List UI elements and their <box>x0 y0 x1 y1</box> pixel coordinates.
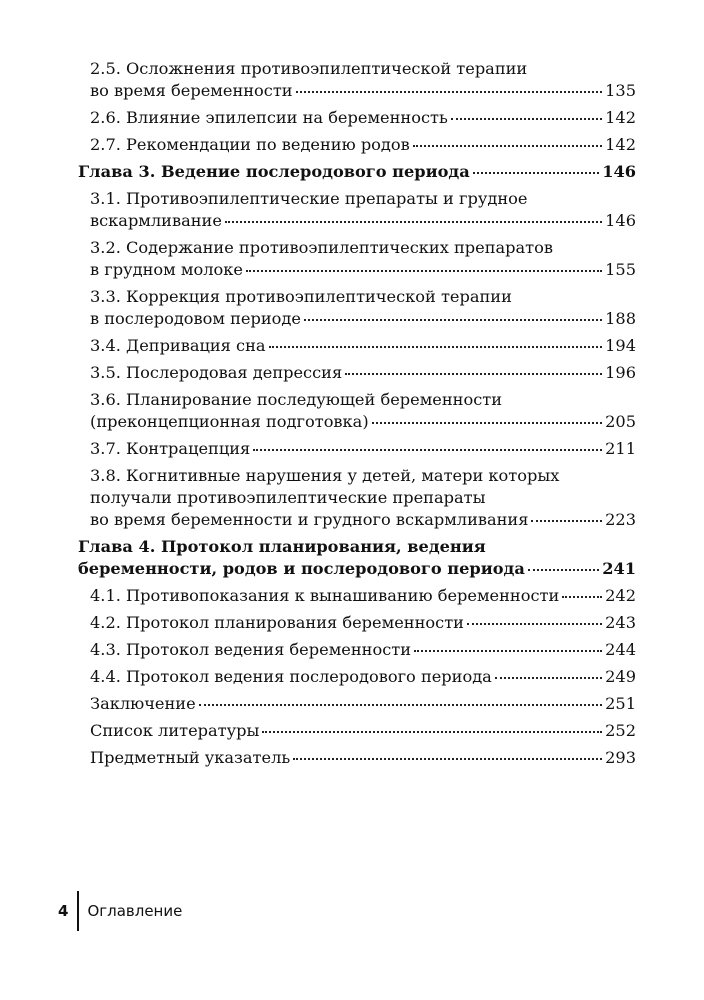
toc-entry <box>78 639 636 661</box>
toc-chapter-entry <box>78 536 636 580</box>
dot-leader <box>528 565 599 571</box>
toc-page-number: 155 <box>605 260 636 279</box>
toc-entry <box>78 465 636 531</box>
toc-page-number: 251 <box>605 694 636 713</box>
toc-entry-text: Заключение <box>90 694 196 713</box>
toc-entry <box>78 107 636 129</box>
toc-entry-text: 3.2. Содержание противоэпилептических препаратов <box>90 238 553 257</box>
toc-page-number: 243 <box>605 613 636 632</box>
toc-entry-text: 2.6. Влияние эпилепсии на беременность <box>90 108 448 127</box>
dot-leader <box>199 700 602 706</box>
toc-entry-text: Предметный указатель <box>90 748 291 767</box>
dot-leader <box>246 266 602 272</box>
toc-entry-line <box>90 747 636 769</box>
toc-entry-text: 4.3. Протокол ведения беременности <box>90 640 411 659</box>
toc-entry-text: получали противоэпилептические препараты <box>90 488 486 507</box>
toc-entry <box>78 747 636 769</box>
toc-entry-text: 4.4. Протокол ведения послеродового периода <box>90 667 492 686</box>
toc-entry-text: во время беременности и грудного вскармливания <box>90 510 529 529</box>
toc-entry-line <box>90 335 636 357</box>
toc-page-number: 188 <box>605 309 636 328</box>
toc-entry-line <box>90 80 636 102</box>
toc-page-number: 211 <box>605 439 636 458</box>
toc-entry-line <box>90 438 636 460</box>
toc-entry-line <box>90 612 636 634</box>
toc-page-number: 205 <box>605 412 636 431</box>
running-section-title: Оглавление <box>87 902 183 920</box>
toc-page-number: 293 <box>605 748 636 767</box>
page-footer <box>58 898 182 924</box>
toc-entry-text: (преконцепционная подготовка) <box>90 412 369 431</box>
toc-entry-text: 4.2. Протокол планирования беременности <box>90 613 464 632</box>
toc-entry-line <box>90 308 636 330</box>
toc-entry-text: в грудном молоке <box>90 260 243 279</box>
toc-entry-text: Список литературы <box>90 721 260 740</box>
toc-entry-line <box>90 134 636 156</box>
toc-page-number: 242 <box>605 586 636 605</box>
toc-page-number: 196 <box>605 363 636 382</box>
toc-entry <box>78 389 636 433</box>
toc-entry-line <box>78 161 636 183</box>
toc-page-number: 252 <box>605 721 636 740</box>
toc-entry-line <box>90 210 636 232</box>
toc-entry <box>78 438 636 460</box>
toc-entry-text: 3.1. Противоэпилептические препараты и грудное <box>90 189 528 208</box>
page-number: 4 <box>58 902 69 920</box>
toc-entry <box>78 720 636 742</box>
toc-page-number: 244 <box>605 640 636 659</box>
toc-entry-line <box>90 666 636 688</box>
toc-entry-text: во время беременности <box>90 81 293 100</box>
toc-entry-line <box>90 720 636 742</box>
toc-page-number: 223 <box>605 510 636 529</box>
toc-entry-text: Глава 3. Ведение послеродового периода <box>78 162 470 181</box>
dot-leader <box>253 445 602 451</box>
toc-entry-line <box>90 362 636 384</box>
dot-leader <box>451 114 602 120</box>
dot-leader <box>345 369 602 375</box>
toc-page-number: 146 <box>605 211 636 230</box>
toc-entry-text: беременности, родов и послеродового периода <box>78 559 525 578</box>
dot-leader <box>225 217 602 223</box>
dot-leader <box>473 168 600 174</box>
dot-leader <box>372 418 602 424</box>
dot-leader <box>413 141 602 147</box>
dot-leader <box>296 87 603 93</box>
toc-page-number: 142 <box>605 108 636 127</box>
toc-entry-text: 4.1. Противопоказания к вынашиванию беременности <box>90 586 560 605</box>
toc-entry-text: вскармливание <box>90 211 222 230</box>
toc-entry-text: 2.5. Осложнения противоэпилептической терапии <box>90 59 528 78</box>
toc-entry <box>78 134 636 156</box>
toc-chapter-entry <box>78 161 636 183</box>
toc-entry <box>78 58 636 102</box>
toc-entry <box>78 362 636 384</box>
toc-page-number: 135 <box>605 81 636 100</box>
toc-entry-line <box>90 585 636 607</box>
toc-entry-text: 2.7. Рекомендации по ведению родов <box>90 135 410 154</box>
dot-leader <box>467 619 602 625</box>
dot-leader <box>414 646 602 652</box>
toc-entry <box>78 666 636 688</box>
toc-entry <box>78 335 636 357</box>
toc-entry <box>78 188 636 232</box>
table-of-contents <box>78 58 636 774</box>
toc-entry-text: 3.4. Депривация сна <box>90 336 266 355</box>
toc-page-number: 142 <box>605 135 636 154</box>
toc-entry <box>78 237 636 281</box>
toc-entry-line <box>90 639 636 661</box>
footer-divider <box>77 891 79 931</box>
toc-entry-line <box>90 411 636 433</box>
toc-entry <box>78 585 636 607</box>
dot-leader <box>293 754 602 760</box>
toc-entry-text: 3.6. Планирование последующей беременности <box>90 390 503 409</box>
toc-entry <box>78 612 636 634</box>
toc-page-number: 146 <box>602 162 636 181</box>
toc-entry <box>78 286 636 330</box>
dot-leader <box>262 727 602 733</box>
toc-entry-text: 3.3. Коррекция противоэпилептической терапии <box>90 287 512 306</box>
dot-leader <box>531 516 602 522</box>
toc-page-number: 249 <box>605 667 636 686</box>
toc-entry-line <box>90 509 636 531</box>
toc-entry-text: 3.5. Послеродовая депрессия <box>90 363 343 382</box>
toc-entry-text: 3.8. Когнитивные нарушения у детей, матери которых <box>90 466 560 485</box>
toc-page-number: 241 <box>602 559 636 578</box>
toc-entry-line <box>90 107 636 129</box>
toc-entry-line <box>90 259 636 281</box>
toc-entry-text: 3.7. Контрацепция <box>90 439 251 458</box>
dot-leader <box>269 342 603 348</box>
toc-entry-text: Глава 4. Протокол планирования, ведения <box>78 537 486 556</box>
dot-leader <box>304 315 602 321</box>
toc-entry-line <box>78 558 636 580</box>
toc-entry-line <box>90 693 636 715</box>
toc-entry <box>78 693 636 715</box>
toc-entry-text: в послеродовом периоде <box>90 309 301 328</box>
dot-leader <box>495 673 602 679</box>
dot-leader <box>562 592 602 598</box>
toc-page-number: 194 <box>605 336 636 355</box>
